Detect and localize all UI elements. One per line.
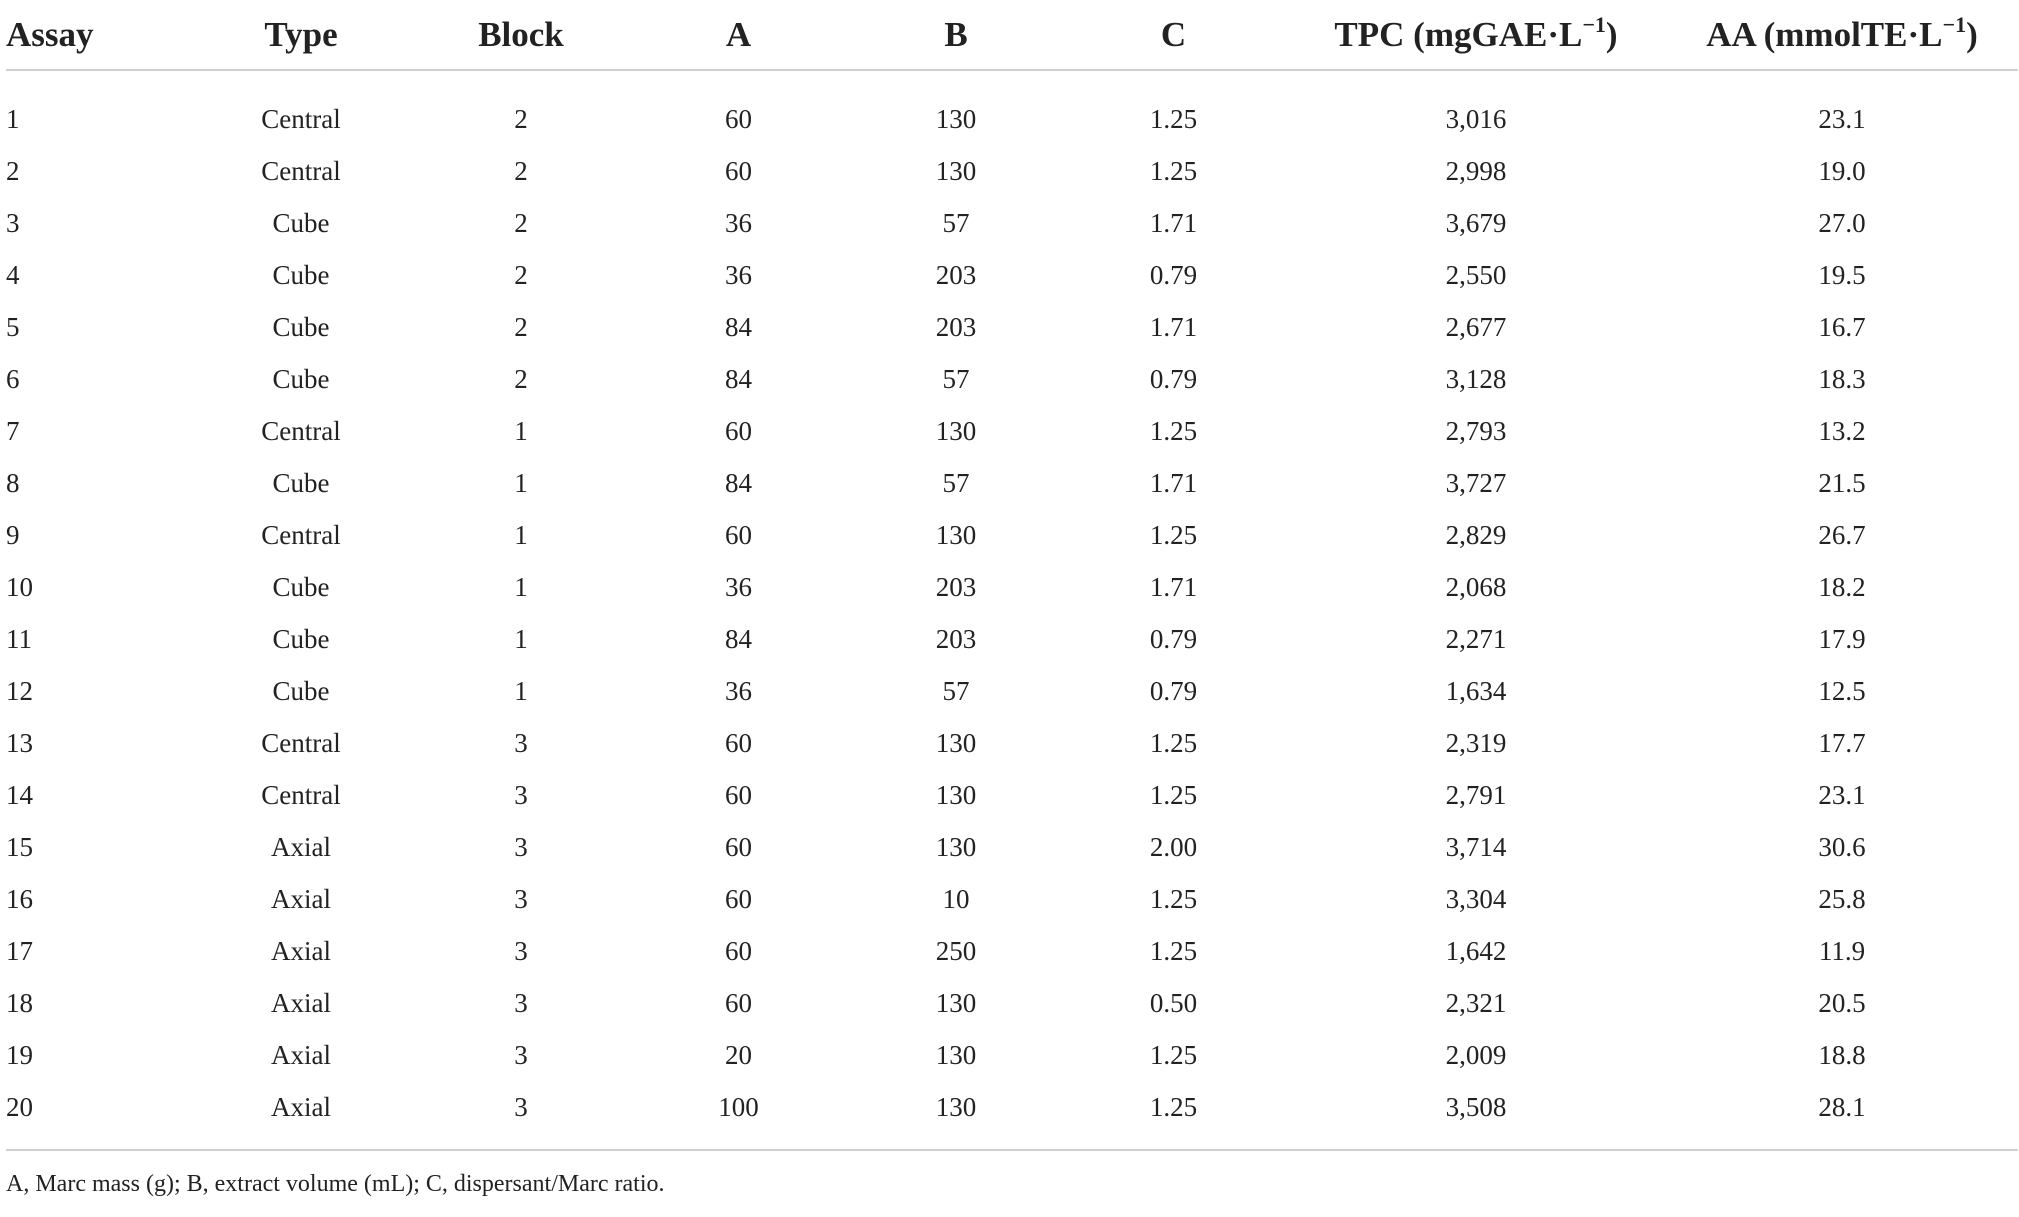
cell-aa: 18.2 [1818, 571, 1866, 602]
cell-assay: 4 [6, 259, 20, 290]
cell-tpc: 2,791 [1445, 779, 1507, 810]
table-row [6, 509, 2018, 561]
cell-type: Axial [271, 1091, 331, 1122]
cell-aa: 19.5 [1818, 259, 1866, 290]
cell-a: 84 [725, 467, 752, 498]
cell-assay: 1 [6, 103, 20, 134]
table-row [6, 1081, 2018, 1150]
cell-b: 130 [935, 103, 977, 134]
cell-assay: 18 [6, 987, 33, 1018]
cell-assay: 19 [6, 1039, 33, 1070]
cell-b: 57 [942, 363, 970, 394]
cell-tpc: 2,793 [1445, 415, 1507, 446]
column-header-a [626, 0, 851, 70]
cell-type: Central [261, 155, 341, 186]
column-header-type [186, 0, 416, 70]
cell-a: 60 [725, 779, 752, 810]
cell-aa: 27.0 [1818, 207, 1866, 238]
cell-assay: 8 [6, 467, 20, 498]
cell-assay: 6 [6, 363, 20, 394]
cell-assay: 2 [6, 155, 20, 186]
table-row [6, 873, 2018, 925]
cell-a: 60 [725, 103, 752, 134]
table-row [6, 821, 2018, 873]
cell-aa: 25.8 [1818, 883, 1866, 914]
cell-b: 203 [935, 571, 977, 602]
cell-block: 2 [514, 103, 528, 134]
cell-c: 1.71 [1149, 311, 1198, 342]
cell-type: Cube [272, 259, 330, 290]
column-header-aa [1666, 0, 2018, 70]
cell-block: 3 [514, 831, 528, 862]
cell-aa: 17.7 [1818, 727, 1866, 758]
cell-assay: 14 [6, 779, 33, 810]
cell-c: 0.79 [1149, 675, 1198, 706]
column-header-assay [6, 0, 186, 70]
cell-a: 84 [725, 363, 752, 394]
cell-c: 1.25 [1149, 727, 1198, 758]
cell-c: 1.25 [1149, 779, 1198, 810]
column-header-text: TPC (mgGAE·L [1334, 14, 1583, 54]
cell-a: 60 [725, 155, 752, 186]
cell-aa: 21.5 [1818, 467, 1866, 498]
cell-type: Cube [272, 675, 330, 706]
cell-a: 60 [725, 883, 752, 914]
cell-aa: 23.1 [1818, 779, 1866, 810]
cell-tpc: 2,319 [1445, 727, 1507, 758]
cell-c: 0.50 [1149, 987, 1198, 1018]
table-row [6, 665, 2018, 717]
cell-tpc: 3,508 [1445, 1091, 1507, 1122]
cell-type: Cube [272, 623, 330, 654]
table-row [6, 613, 2018, 665]
cell-a: 36 [725, 207, 752, 238]
cell-assay: 7 [6, 415, 20, 446]
table-row [6, 353, 2018, 405]
cell-type: Axial [271, 831, 331, 862]
cell-c: 1.25 [1149, 1091, 1198, 1122]
table-row [6, 197, 2018, 249]
cell-tpc: 2,829 [1445, 519, 1507, 550]
cell-assay: 3 [6, 207, 20, 238]
cell-assay: 11 [6, 623, 32, 654]
table-body [6, 70, 2018, 1150]
table-footer [6, 1150, 2018, 1217]
cell-b: 57 [942, 467, 970, 498]
cell-type: Axial [271, 987, 331, 1018]
cell-tpc: 3,727 [1445, 467, 1507, 498]
column-header-b [851, 0, 1061, 70]
cell-block: 3 [514, 779, 528, 810]
cell-block: 3 [514, 935, 528, 966]
cell-block: 3 [514, 1039, 528, 1070]
cell-c: 1.25 [1149, 1039, 1198, 1070]
cell-a: 60 [725, 519, 752, 550]
cell-aa: 23.1 [1818, 103, 1866, 134]
cell-tpc: 3,679 [1445, 207, 1507, 238]
cell-aa: 13.2 [1818, 415, 1866, 446]
cell-c: 1.71 [1149, 571, 1198, 602]
cell-a: 36 [725, 259, 752, 290]
column-header-tail: ) [1605, 14, 1618, 54]
cell-type: Cube [272, 311, 330, 342]
cell-type: Axial [271, 883, 331, 914]
cell-type: Axial [271, 1039, 331, 1070]
column-header-block [416, 0, 626, 70]
cell-b: 130 [935, 831, 977, 862]
cell-tpc: 3,128 [1445, 363, 1507, 394]
cell-assay: 13 [6, 727, 33, 758]
cell-tpc: 1,634 [1445, 675, 1507, 706]
cell-b: 130 [935, 727, 977, 758]
cell-c: 1.25 [1149, 155, 1198, 186]
cell-aa: 30.6 [1818, 831, 1866, 862]
column-header-superscript: −1 [1582, 11, 1606, 37]
cell-b: 203 [935, 311, 977, 342]
table-row [6, 145, 2018, 197]
cell-aa: 19.0 [1818, 155, 1866, 186]
cell-b: 130 [935, 987, 977, 1018]
cell-type: Cube [272, 207, 330, 238]
cell-assay: 17 [6, 935, 33, 966]
cell-a: 60 [725, 831, 752, 862]
cell-b: 130 [935, 1039, 977, 1070]
cell-a: 100 [718, 1091, 759, 1122]
column-header-superscript: −1 [1942, 11, 1967, 37]
cell-block: 3 [514, 883, 528, 914]
cell-tpc: 3,016 [1445, 103, 1507, 134]
cell-b: 130 [935, 415, 977, 446]
table-row [6, 561, 2018, 613]
cell-block: 2 [514, 363, 528, 394]
table-row [6, 70, 2018, 145]
cell-type: Central [261, 779, 341, 810]
cell-assay: 5 [6, 311, 20, 342]
cell-aa: 12.5 [1818, 675, 1866, 706]
cell-c: 2.00 [1149, 831, 1198, 862]
cell-type: Central [261, 727, 341, 758]
cell-b: 130 [935, 779, 977, 810]
cell-a: 60 [725, 987, 752, 1018]
cell-b: 57 [942, 675, 970, 706]
cell-block: 3 [514, 727, 528, 758]
cell-type: Axial [271, 935, 331, 966]
cell-type: Cube [272, 363, 330, 394]
table-row [6, 717, 2018, 769]
cell-aa: 11.9 [1818, 935, 1866, 966]
column-header-text: C [1160, 14, 1187, 54]
column-header-text: Block [478, 14, 564, 54]
cell-assay: 12 [6, 675, 33, 706]
cell-assay: 9 [6, 519, 20, 550]
cell-b: 130 [935, 1091, 977, 1122]
cell-aa: 26.7 [1818, 519, 1866, 550]
cell-type: Cube [272, 467, 330, 498]
cell-c: 1.71 [1149, 467, 1198, 498]
cell-b: 250 [935, 935, 977, 966]
cell-block: 2 [514, 259, 528, 290]
column-header-text: Type [264, 14, 338, 54]
cell-block: 3 [514, 1091, 528, 1122]
cell-block: 1 [514, 519, 528, 550]
cell-block: 1 [514, 675, 528, 706]
cell-c: 0.79 [1149, 259, 1198, 290]
table-row [6, 977, 2018, 1029]
cell-assay: 20 [6, 1091, 33, 1122]
cell-tpc: 3,304 [1445, 883, 1507, 914]
cell-tpc: 2,068 [1445, 571, 1507, 602]
cell-tpc: 2,271 [1445, 623, 1507, 654]
cell-aa: 18.3 [1818, 363, 1866, 394]
column-header-tail: ) [1966, 14, 1978, 54]
cell-assay: 16 [6, 883, 33, 914]
cell-a: 60 [725, 727, 752, 758]
cell-a: 36 [725, 675, 752, 706]
column-header-text: AA (mmolTE·L [1706, 14, 1943, 54]
cell-block: 2 [514, 311, 528, 342]
cell-aa: 17.9 [1818, 623, 1866, 654]
cell-b: 203 [935, 259, 977, 290]
cell-tpc: 1,642 [1445, 935, 1507, 966]
cell-block: 3 [514, 987, 528, 1018]
cell-tpc: 2,321 [1445, 987, 1507, 1018]
cell-tpc: 3,714 [1445, 831, 1507, 862]
cell-tpc: 2,009 [1445, 1039, 1507, 1070]
column-header-text: B [944, 14, 968, 54]
table-row [6, 301, 2018, 353]
cell-block: 2 [514, 155, 528, 186]
data-table [6, 0, 2018, 1217]
cell-type: Central [261, 103, 341, 134]
cell-block: 2 [514, 207, 528, 238]
cell-b: 130 [935, 155, 977, 186]
table-row [6, 925, 2018, 977]
cell-c: 1.71 [1149, 207, 1198, 238]
cell-b: 203 [935, 623, 977, 654]
cell-type: Cube [272, 571, 330, 602]
cell-c: 1.25 [1149, 103, 1198, 134]
table-row [6, 249, 2018, 301]
cell-b: 10 [942, 883, 970, 914]
cell-block: 1 [514, 415, 528, 446]
cell-c: 1.25 [1149, 935, 1198, 966]
column-header-text: Assay [6, 14, 94, 54]
cell-block: 1 [514, 571, 528, 602]
cell-a: 84 [725, 311, 752, 342]
table-header [6, 0, 2018, 70]
table-row [6, 405, 2018, 457]
cell-b: 130 [935, 519, 977, 550]
cell-a: 60 [725, 415, 752, 446]
cell-type: Central [261, 519, 341, 550]
column-header-tpc [1286, 0, 1666, 70]
cell-a: 60 [725, 935, 752, 966]
column-header-text: A [725, 14, 752, 54]
cell-a: 20 [725, 1039, 752, 1070]
column-header-c [1061, 0, 1286, 70]
cell-c: 0.79 [1149, 623, 1198, 654]
cell-b: 57 [942, 207, 970, 238]
cell-c: 0.79 [1149, 363, 1198, 394]
table-row [6, 457, 2018, 509]
cell-block: 1 [514, 623, 528, 654]
cell-tpc: 2,550 [1445, 259, 1507, 290]
cell-tpc: 2,998 [1445, 155, 1507, 186]
cell-assay: 15 [6, 831, 33, 862]
table-row [6, 1029, 2018, 1081]
cell-assay: 10 [6, 571, 33, 602]
cell-tpc: 2,677 [1445, 311, 1507, 342]
cell-aa: 18.8 [1818, 1039, 1866, 1070]
table-row [6, 769, 2018, 821]
table-footnote: A, Marc mass (g); B, extract volume (mL); C, dispersant/Marc ratio. [6, 1150, 2018, 1217]
cell-aa: 20.5 [1818, 987, 1866, 1018]
cell-a: 84 [725, 623, 752, 654]
cell-aa: 16.7 [1818, 311, 1866, 342]
cell-c: 1.25 [1149, 883, 1198, 914]
cell-a: 36 [725, 571, 752, 602]
cell-aa: 28.1 [1818, 1091, 1866, 1122]
cell-block: 1 [514, 467, 528, 498]
cell-c: 1.25 [1149, 415, 1198, 446]
cell-type: Central [261, 415, 341, 446]
cell-c: 1.25 [1149, 519, 1198, 550]
header-row [6, 0, 2018, 70]
